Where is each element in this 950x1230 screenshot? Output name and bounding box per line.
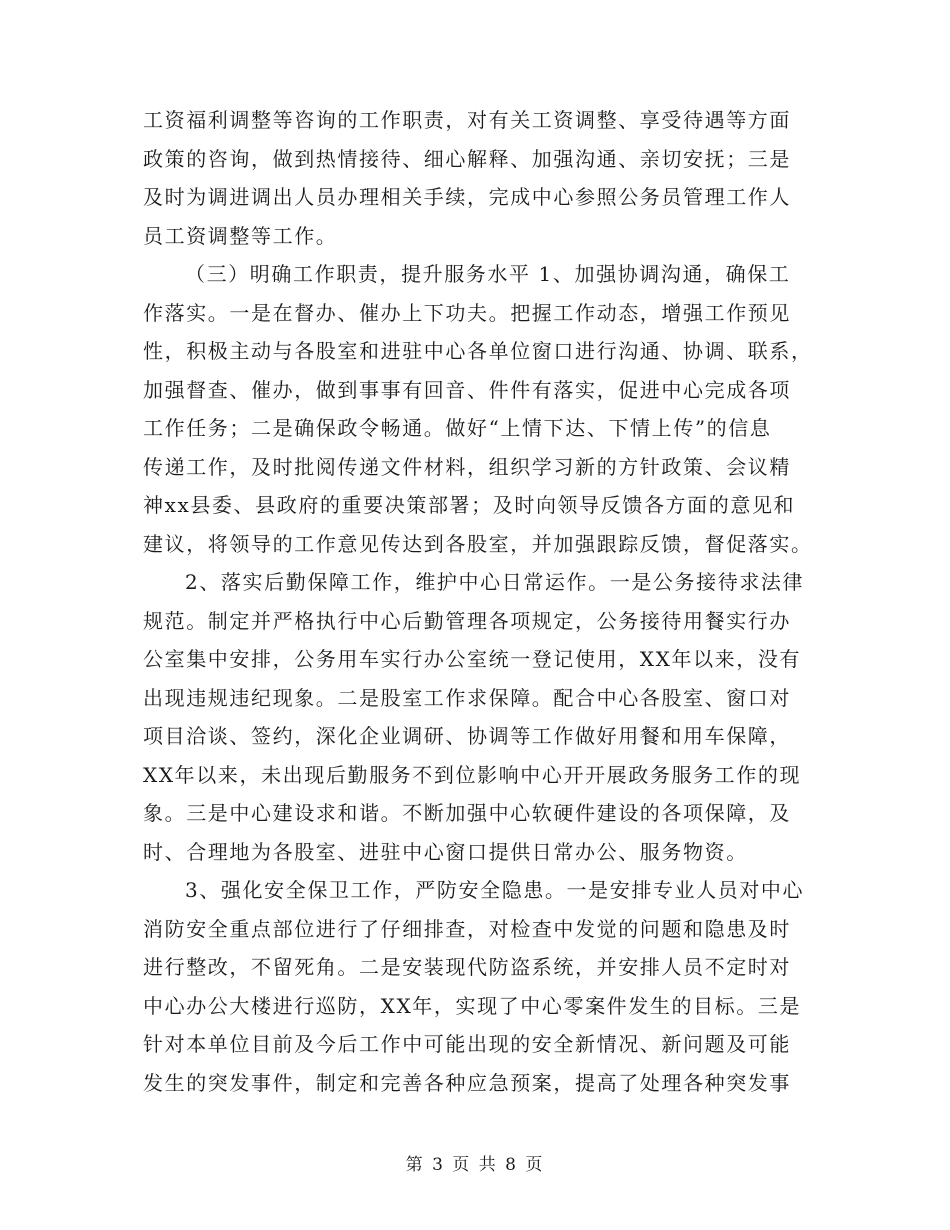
text-line: 针对本单位目前及今后工作中可能出现的安全新情况、新问题及可能 [143, 1032, 791, 1056]
text-line: 工资福利调整等咨询的工作职责，对有关工资调整、享受待遇等方面 [143, 108, 791, 132]
text-line: 建议，将领导的工作意见传达到各股室，并加强跟踪反馈，督促落实。 [143, 531, 813, 556]
text-line: 及时为调进调出人员办理相关手续，完成中心参照公务员管理工作人 [143, 185, 791, 209]
text-line: 3、强化安全保卫工作，严防安全隐患。一是安排专业人员对中心 [185, 878, 805, 902]
text-line: 工作任务；二是确保政令畅通。做好“上情下达、下情上传”的信息 [143, 416, 772, 440]
text-line: 传递工作，及时批阅传递文件材料，组织学习新的方针政策、会议精 [143, 454, 791, 479]
text-line: 政策的咨询，做到热情接待、细心解释、加强沟通、亲切安抚；三是 [143, 146, 791, 171]
text-line: 时、合理地为各股室、进驻中心窗口提供日常办公、服务物资。 [143, 839, 748, 864]
text-line: 进行整改，不留死角。二是安装现代防盗系统，并安排人员不定时对 [143, 955, 791, 979]
page-number: 第 3 页 共 8 页 [405, 1155, 545, 1175]
text-line: 公室集中安排，公务用车实行办公室统一登记使用，XX年以来，没有 [143, 647, 802, 671]
text-line: 2、落实后勤保障工作，维护中心日常运作。一是公务接待求法律 [185, 570, 805, 594]
text-line: 作落实。一是在督办、催办上下功夫。把握工作动态，增强工作预见 [143, 300, 791, 325]
text-line: 加强督查、催办，做到事事有回音、件件有落实，促进中心完成各项 [143, 377, 791, 402]
text-line: 神xx县委、县政府的重要决策部署；及时向领导反馈各方面的意见和 [143, 493, 796, 517]
text-line: 中心办公大楼进行巡防，XX年，实现了中心零案件发生的目标。三是 [143, 993, 802, 1018]
text-line: 消防安全重点部位进行了仔细排查，对检查中发觉的问题和隐患及时 [143, 916, 791, 941]
text-line: XX年以来，未出现后勤服务不到位影响中心开开展政务服务工作的现 [143, 762, 802, 787]
text-line: 出现违规违纪现象。二是股室工作求保障。配合中心各股室、窗口对 [143, 685, 791, 710]
text-line: 发生的突发事件，制定和完善各种应急预案，提高了处理各种突发事 [143, 1070, 791, 1095]
text-line: 象。三是中心建设求和谐。不断加强中心软硬件建设的各项保障，及 [143, 801, 791, 825]
text-line: 员工资调整等工作。 [143, 223, 338, 248]
document-body [143, 101, 813, 1102]
text-line: 性，积极主动与各股室和进驻中心各单位窗口进行沟通、协调、联系， [143, 339, 813, 363]
text-line: 规范。制定并严格执行中心后勤管理各项规定，公务接待用餐实行办 [143, 608, 791, 633]
text-line: 项目洽谈、签约，深化企业调研、协调等工作做好用餐和用车保障， [143, 724, 791, 748]
text-line: （三）明确工作职责，提升服务水平 1、加强协调沟通，确保工 [185, 262, 791, 286]
